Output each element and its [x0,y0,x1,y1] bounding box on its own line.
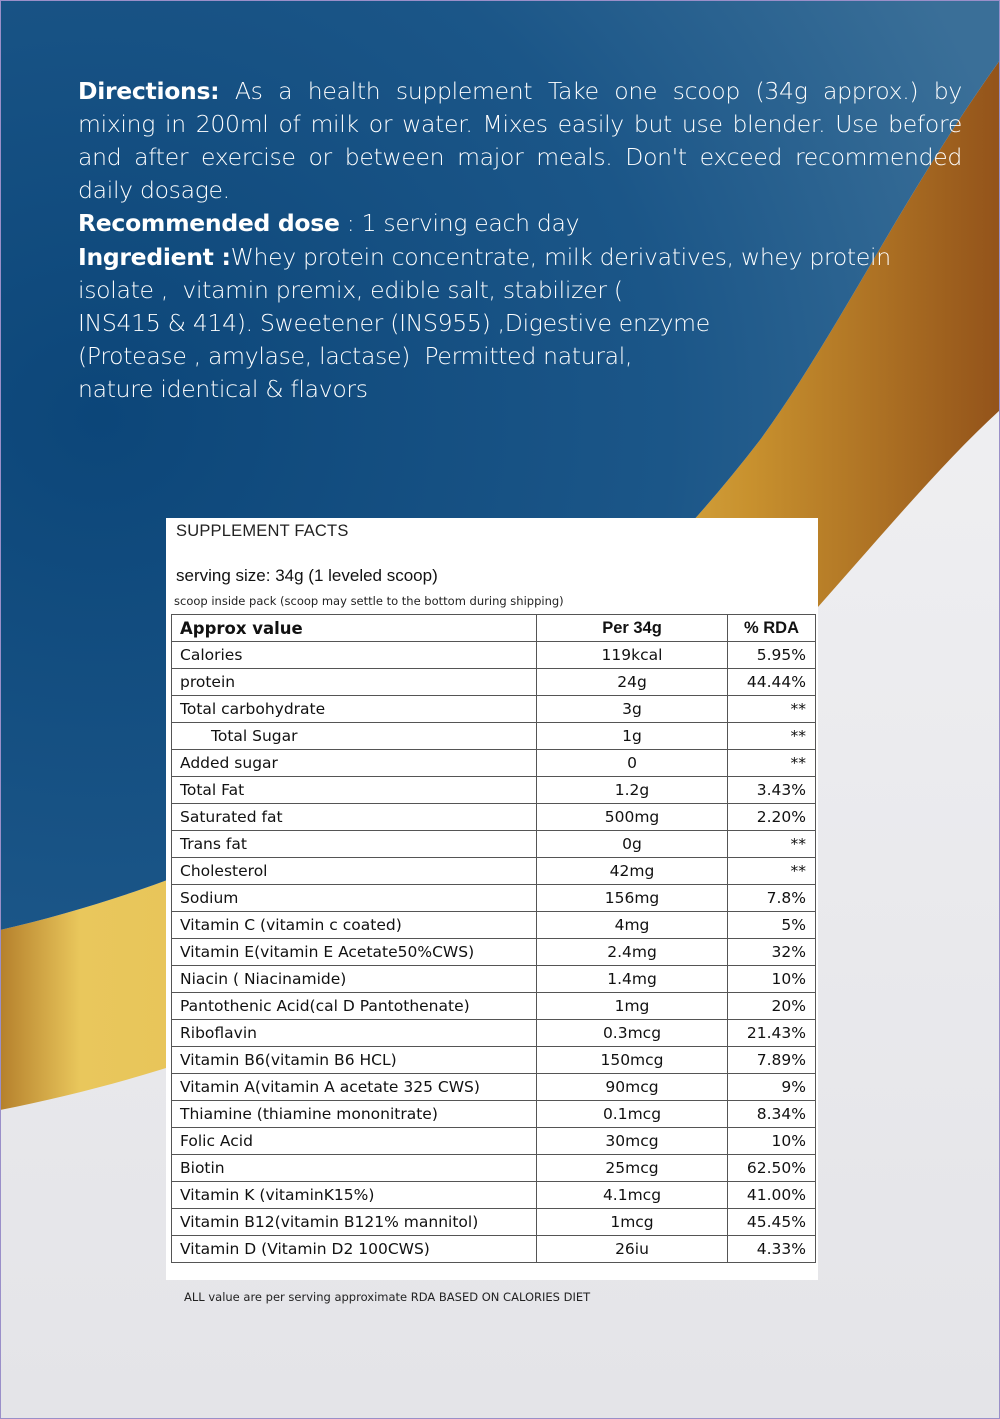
table-row [172,912,816,939]
nutrient-amount: 0.3mcg [537,1020,728,1047]
table-row [172,1074,816,1101]
nutrient-rda: ** [728,750,816,777]
nutrient-amount: 150mcg [537,1047,728,1074]
nutrient-amount: 2.4mg [537,939,728,966]
nutrient-rda: 7.89% [728,1047,816,1074]
nutrient-amount: 1.2g [537,777,728,804]
nutrient-name: Vitamin E(vitamin E Acetate50%CWS) [172,939,537,966]
nutrient-name: Folic Acid [172,1128,537,1155]
table-row [172,669,816,696]
table-row [172,858,816,885]
table-row [172,966,816,993]
table-row [172,1101,816,1128]
nutrient-name: Thiamine (thiamine mononitrate) [172,1101,537,1128]
nutrient-amount: 0g [537,831,728,858]
nutrient-name: Vitamin C (vitamin c coated) [172,912,537,939]
nutrient-name: Total Fat [172,777,537,804]
directions-text: As a health supplement Take one scoop (34g approx.) by mixing in 200ml of milk or water. Mixes easily but use blender. Use before and after exercise or between major meals. Don't exceed recommended daily dosage. [78,77,962,204]
ingredient-line: isolate , vitamin premix, edible salt, stabilizer ( [78,276,623,304]
nutrient-name: Added sugar [172,750,537,777]
nutrient-name: Total carbohydrate [172,696,537,723]
nutrient-rda: 3.43% [728,777,816,804]
table-header-row [172,615,816,642]
table-row [172,1047,816,1074]
nutrient-amount: 26iu [537,1236,728,1263]
footnote: ALL value are per serving approximate RDA BASED ON CALORIES DIET [184,1290,591,1304]
nutrient-name: Saturated fat [172,804,537,831]
nutrient-rda: 4.33% [728,1236,816,1263]
table-row [172,750,816,777]
table-row [172,885,816,912]
dose-label: Recommended dose [78,209,340,237]
nutrient-rda: 7.8% [728,885,816,912]
nutrient-rda: 8.34% [728,1101,816,1128]
nutrient-amount: 42mg [537,858,728,885]
nutrient-amount: 90mcg [537,1074,728,1101]
ingredient-label: Ingredient : [78,243,231,271]
nutrient-amount: 25mcg [537,1155,728,1182]
nutrient-name: Vitamin A(vitamin A acetate 325 CWS) [172,1074,537,1101]
nutrient-amount: 30mcg [537,1128,728,1155]
nutrient-rda: 10% [728,1128,816,1155]
nutrient-name: Calories [172,642,537,669]
nutrient-name: protein [172,669,537,696]
table-row [172,723,816,750]
table-row [172,1182,816,1209]
nutrient-name: Vitamin K (vitaminK15%) [172,1182,537,1209]
nutrient-name: Pantothenic Acid(cal D Pantothenate) [172,993,537,1020]
nutrient-amount: 1mcg [537,1209,728,1236]
nutrient-rda: 5% [728,912,816,939]
header-rda: % RDA [728,615,816,642]
table-row [172,831,816,858]
table-row [172,804,816,831]
directions-label: Directions: [78,77,220,105]
table-row [172,1155,816,1182]
nutrient-rda: ** [728,723,816,750]
ingredient-block [78,241,891,406]
nutrient-name: Vitamin B6(vitamin B6 HCL) [172,1047,537,1074]
nutrient-name: Vitamin D (Vitamin D2 100CWS) [172,1236,537,1263]
nutrient-amount: 500mg [537,804,728,831]
table-row [172,642,816,669]
dose-text: : 1 serving each day [339,209,580,237]
nutrient-name: Trans fat [172,831,537,858]
nutrient-amount: 0 [537,750,728,777]
table-row [172,777,816,804]
nutrient-amount: 1.4mg [537,966,728,993]
nutrient-rda: ** [728,696,816,723]
table-row [172,696,816,723]
nutrient-rda: 5.95% [728,642,816,669]
nutrient-name: Biotin [172,1155,537,1182]
nutrient-amount: 1g [537,723,728,750]
nutrient-rda: 62.50% [728,1155,816,1182]
header-approx-value: Approx value [172,615,537,642]
nutrient-name: Total Sugar [172,723,537,750]
ingredient-line: nature identical & flavors [78,375,368,403]
scoop-note: scoop inside pack (scoop may settle to the bottom during shipping) [174,594,564,608]
table-row [172,993,816,1020]
nutrient-name: Vitamin B12(vitamin B121% mannitol) [172,1209,537,1236]
nutrient-rda: ** [728,858,816,885]
serving-size: serving size: 34g (1 leveled scoop) [176,566,438,585]
nutrient-amount: 24g [537,669,728,696]
nutrient-rda: 32% [728,939,816,966]
ingredient-line: INS415 & 414). Sweetener (INS955) ,Digestive enzyme [78,309,710,337]
nutrient-amount: 0.1mcg [537,1101,728,1128]
nutrient-name: Niacin ( Niacinamide) [172,966,537,993]
nutrient-amount: 3g [537,696,728,723]
header-per-serving: Per 34g [537,615,728,642]
table-row [172,1020,816,1047]
table-row [172,1209,816,1236]
nutrient-name: Sodium [172,885,537,912]
directions-block [78,75,962,240]
nutrient-name: Cholesterol [172,858,537,885]
nutrient-rda: 44.44% [728,669,816,696]
ingredient-line: Whey protein concentrate, milk derivatives, whey protein [230,243,891,271]
nutrient-rda: 2.20% [728,804,816,831]
nutrient-rda: 21.43% [728,1020,816,1047]
facts-table [171,614,816,1263]
supplement-facts-panel [166,518,818,1280]
nutrient-rda: ** [728,831,816,858]
nutrient-rda: 20% [728,993,816,1020]
table-row [172,1236,816,1263]
nutrient-amount: 4.1mcg [537,1182,728,1209]
nutrient-amount: 156mg [537,885,728,912]
nutrient-name: Riboflavin [172,1020,537,1047]
nutrient-amount: 4mg [537,912,728,939]
nutrient-rda: 9% [728,1074,816,1101]
table-row [172,939,816,966]
nutrient-rda: 45.45% [728,1209,816,1236]
nutrient-rda: 41.00% [728,1182,816,1209]
ingredient-line: (Protease , amylase, lactase) Permitted natural, [78,342,633,370]
nutrient-amount: 119kcal [537,642,728,669]
table-row [172,1128,816,1155]
nutrient-rda: 10% [728,966,816,993]
nutrient-amount: 1mg [537,993,728,1020]
facts-title: SUPPLEMENT FACTS [176,522,349,540]
